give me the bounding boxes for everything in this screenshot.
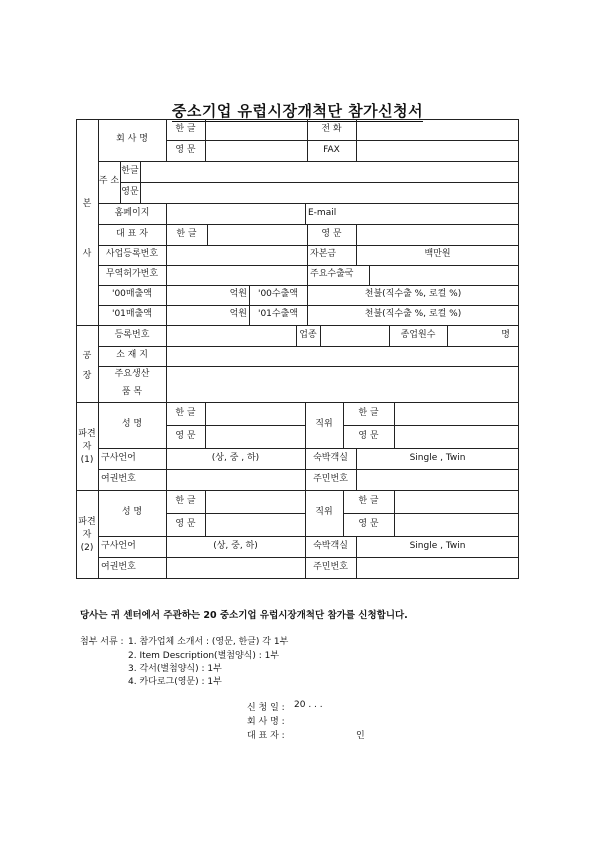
person-position-korean-label: 한 글 [358,496,379,506]
person-language-label: 구사언어 [101,453,136,463]
person-name-english-field[interactable] [206,426,304,447]
address-korean-field[interactable] [141,162,518,181]
form-title: 중소기업 유럽시장개척단 참가신청서 [171,102,424,120]
products-label: 주요생산 [114,369,150,379]
person-name-korean-field[interactable] [206,491,304,512]
ceo-english-field[interactable] [357,225,518,244]
sales-01-label: '01매출액 [111,309,152,319]
person-name-english-label: 영 문 [175,519,196,529]
declaration: 당사는 귀 센터에서 주관하는 20 중소기업 유럽시장개척단 참가를 신청합니다. [80,610,408,621]
attachments-label: 첨부 서류 : [80,637,124,647]
person-name-korean-label: 한 글 [175,408,196,418]
address-english-label: 영문 [121,187,139,197]
ceo-korean-label: 한 글 [176,229,197,239]
address-label: 주 소 [98,176,120,186]
person-passport-label: 여권번호 [101,562,136,572]
representative-label: 대 표 자 : [247,731,285,741]
person-name-korean-label: 한 글 [175,496,196,506]
person-passport-field[interactable] [167,558,304,577]
factory-reg-field[interactable] [167,326,295,345]
homepage-label: 홈페이지 [114,208,150,218]
business-reg-field[interactable] [167,246,306,264]
person-passport-field[interactable] [167,470,304,489]
person-position-english-label: 영 문 [358,431,379,441]
export-01-unit: 천불(직수출 %, 로컬 %) [364,309,462,319]
factory-reg-label: 등록번호 [114,330,150,340]
sales-00-unit: 억원 [229,289,247,299]
person-language-level: (상, 중 , 하) [211,453,260,463]
person-room-options: Single , Twin [409,453,466,463]
capital-unit: 백만원 [424,249,451,259]
attachment-item: 1. 참가업체 소개서 : (영문, 한글) 각 1부 [128,637,289,647]
factory-location-field[interactable] [167,347,518,365]
company-name-korean-field[interactable] [206,120,306,139]
phone-label: 전 화 [321,124,342,134]
address-english-field[interactable] [141,183,518,202]
homepage-field[interactable] [167,204,304,223]
person-language-level: (상, 중, 하) [213,541,258,551]
email-field[interactable] [346,204,518,223]
ceo-korean-field[interactable] [208,225,306,244]
person-name-label: 성 명 [121,419,143,429]
person-position-korean-field[interactable] [395,491,518,512]
industry-label: 업종 [299,330,317,340]
company-name-label: 회 사 명 : [247,717,285,727]
export-01-label: '01수출액 [257,309,298,319]
fax-field[interactable] [357,141,518,160]
person-position-korean-field[interactable] [395,403,518,424]
seal-mark: 인 [356,731,365,741]
attachment-item: 2. Item Description(별첨양식) : 1부 [128,651,280,661]
sales-01-unit: 억원 [229,309,247,319]
attachment-item: 4. 카다로그(영문) : 1부 [128,677,222,687]
person-resident-label: 주민번호 [313,474,348,484]
person-position-label: 직위 [315,507,333,517]
person-name-english-label: 영 문 [175,431,196,441]
export-00-unit: 천불(직수출 %, 로컬 %) [364,289,462,299]
person-language-label: 구사언어 [101,541,136,551]
industry-field[interactable] [321,326,388,345]
person-name-korean-field[interactable] [206,403,304,424]
hq-section-label: 본 [82,199,92,209]
export-00-label: '00수출액 [257,289,298,299]
phone-field[interactable] [357,120,518,139]
person-resident-field[interactable] [357,558,518,577]
employees-label: 종업원수 [400,330,436,340]
email-label: E-mail [308,208,337,218]
products-field[interactable] [167,367,518,401]
person-name-label: 성 명 [121,507,143,517]
export-countries-label: 주요수출국 [310,269,354,279]
address-korean-label: 한글 [121,166,139,176]
factory-location-label: 소 재 지 [116,350,148,360]
person-resident-label: 주민번호 [313,562,348,572]
capital-label: 자본금 [310,249,337,259]
company-english-label: 영 문 [175,145,196,155]
business-reg-label: 사업등록번호 [105,249,159,259]
attachment-item: 3. 각서(별첨양식) : 1부 [128,664,222,674]
trade-permit-label: 무역허가번호 [105,269,159,279]
factory-section-label: 장 [82,371,92,381]
company-name-english-field[interactable] [206,141,306,160]
person-resident-field[interactable] [357,470,518,489]
person-name-english-field[interactable] [206,514,304,535]
person-passport-label: 여권번호 [101,474,136,484]
ceo-english-label: 영 문 [321,229,342,239]
export-countries-field[interactable] [370,266,518,284]
fax-label: FAX [323,145,340,155]
date-label: 신 청 일 : [247,703,285,713]
person-position-korean-label: 한 글 [358,408,379,418]
ceo-label: 대 표 자 [116,229,148,239]
date-value[interactable]: 20 . . . [294,700,323,710]
employees-unit: 명 [501,330,510,340]
person-position-english-field[interactable] [395,514,518,535]
trade-permit-field[interactable] [167,266,306,284]
dispatched-person-section-label: 파견자(1) [78,429,96,465]
person-room-label: 숙박객실 [313,541,348,551]
company-name-label: 회 사 명 [116,134,148,144]
company-korean-label: 한 글 [175,124,196,134]
person-position-label: 직위 [315,419,333,429]
person-position-english-label: 영 문 [358,519,379,529]
factory-section-label: 공 [82,351,92,361]
sales-00-label: '00매출액 [111,289,152,299]
hq-section-label: 사 [82,249,92,259]
person-position-english-field[interactable] [395,426,518,447]
dispatched-person-section-label: 파견자(2) [78,517,96,553]
person-room-label: 숙박객실 [313,453,348,463]
person-room-options: Single , Twin [409,541,466,551]
employees-field[interactable] [448,326,479,345]
products-label: 품 목 [121,387,143,397]
